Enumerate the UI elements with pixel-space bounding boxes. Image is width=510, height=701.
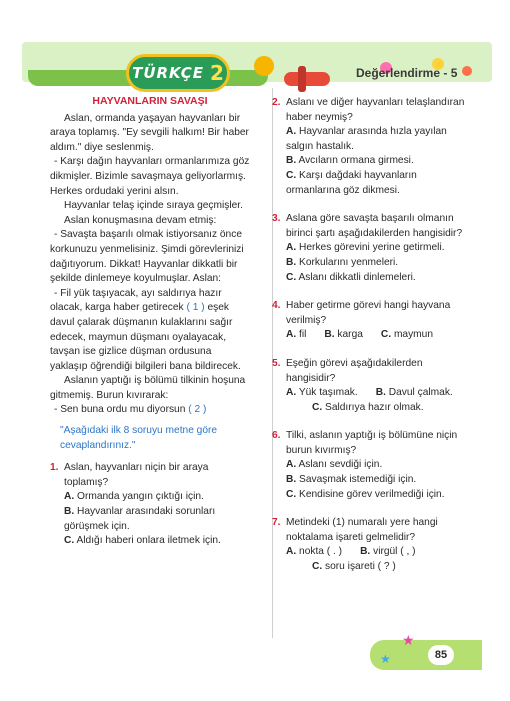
question-text: Haber getirme görevi hangi hayvana verilmiş? <box>286 300 451 326</box>
option-text: Hayvanlar arasında hızla yayılan salgın hastalık. <box>286 126 447 152</box>
subject-badge <box>126 54 230 92</box>
question-2 <box>272 96 468 125</box>
option-text: Hayvanlar arasındaki sorunları görüşmek için. <box>64 506 216 532</box>
option-label: C. <box>286 169 297 181</box>
answer-option[interactable] <box>286 154 468 169</box>
option-text: Korkularını yenmeleri. <box>299 256 399 268</box>
answer-option[interactable] <box>286 545 342 560</box>
option-label: A. <box>64 491 75 503</box>
sun-icon <box>254 56 274 76</box>
option-text: fil <box>299 329 307 341</box>
answer-option[interactable] <box>312 401 468 416</box>
option-text: Savaşmak istemediği için. <box>299 474 417 486</box>
answer-option[interactable] <box>286 241 468 256</box>
option-label: B. <box>64 506 75 518</box>
option-text: soru işareti ( ? ) <box>325 561 396 573</box>
story-paragraph <box>50 287 250 375</box>
option-label: C. <box>286 271 297 283</box>
option-text: Aslanı sevdiği için. <box>298 459 383 471</box>
option-label: C. <box>286 488 297 500</box>
question-number: 2. <box>272 97 281 108</box>
story-paragraph: Aslan konuşmasına devam etmiş: <box>64 214 217 226</box>
answer-option[interactable] <box>286 271 468 286</box>
option-label: C. <box>64 535 75 547</box>
option-text: karga <box>337 329 363 341</box>
option-label: C. <box>380 329 392 341</box>
option-label: B. <box>360 546 371 558</box>
option-label: A. <box>286 546 297 558</box>
question-text: Aslanı ve diğer hayvanları telaşlandıran haber neymiş? <box>286 97 465 123</box>
story-paragraph: Aslan, ormanda yaşayan hayvanları bir araya toplamış. "Ey sevgili halkım! Bir haber aldım." diye seslenmiş. <box>50 112 249 153</box>
option-text: maymun <box>393 329 434 341</box>
option-label: A. <box>286 329 297 341</box>
flower-icon <box>462 66 472 76</box>
answer-option[interactable] <box>64 490 250 505</box>
story-text: - Fil yük taşıyacak, ayı saldırıya hazır olacak, karga haber getirecek <box>50 287 222 314</box>
option-label: C. <box>312 401 323 413</box>
option-text: Aldığı haberi onlara iletmek için. <box>76 535 221 547</box>
inline-options <box>286 386 468 401</box>
answer-option[interactable] <box>312 560 468 575</box>
story-text: - Sen buna ordu mu diyorsun <box>54 404 189 416</box>
question-text: Metindeki (1) numaralı yere hangi noktalama işareti gelmelidir? <box>286 517 438 543</box>
answer-option[interactable] <box>286 256 468 271</box>
option-text: Davul çalmak. <box>388 387 453 399</box>
option-label: A. <box>286 459 297 471</box>
star-icon: ★ <box>380 652 391 666</box>
question-number: 1. <box>50 462 59 474</box>
question-text: Aslan, hayvanları niçin bir araya toplamış? <box>64 462 209 488</box>
answer-option[interactable] <box>286 488 468 503</box>
answer-option[interactable] <box>64 534 250 549</box>
airplane-wing-icon <box>298 66 306 92</box>
story-paragraph <box>50 403 250 418</box>
answer-option[interactable] <box>381 328 433 343</box>
question-number: 3. <box>272 213 281 225</box>
option-label: B. <box>286 474 297 486</box>
story-paragraph: Aslanın yaptığı iş bölümü tilkinin hoşuna gitmemiş. Burun kıvırarak: <box>50 375 246 401</box>
option-text: Yük taşımak. <box>298 387 358 399</box>
star-icon: ★ <box>402 632 415 648</box>
subject-name: TÜRKÇE <box>132 64 204 82</box>
option-text: Karşı dağdaki hayvanların ormanlarına göz dikmesi. <box>286 169 417 196</box>
option-text: virgül ( , ) <box>373 546 416 558</box>
option-text: nokta ( . ) <box>299 546 343 558</box>
option-label: A. <box>286 387 297 399</box>
story-title: HAYVANLARIN SAVAŞI <box>92 95 208 107</box>
answer-option[interactable] <box>376 386 453 401</box>
question-5 <box>272 357 468 386</box>
question-4 <box>272 299 468 328</box>
question-3 <box>272 212 468 241</box>
option-label: B. <box>286 155 297 167</box>
answer-option[interactable] <box>286 473 468 488</box>
blank-marker-2: ( 2 ) <box>188 404 207 416</box>
page-number: 85 <box>428 645 454 665</box>
question-1 <box>50 461 250 490</box>
option-label: B. <box>324 329 335 341</box>
answer-option[interactable] <box>64 505 250 534</box>
option-label: A. <box>286 126 297 138</box>
section-title: Değerlendirme - 5 <box>356 66 458 80</box>
question-text: Tilki, aslanın yaptığı iş bölümüne niçin burun kıvırmış? <box>286 430 458 456</box>
question-number: 5. <box>272 357 281 369</box>
inline-options <box>286 545 468 560</box>
option-text: Ormanda yangın çıktığı için. <box>77 491 204 503</box>
answer-option[interactable] <box>324 328 363 343</box>
option-label: B. <box>375 387 386 399</box>
instruction-text: "Aşağıdaki ilk 8 soruyu metne göre cevaplandırınız." <box>60 425 218 451</box>
option-text: Kendisine görev verilmediği için. <box>299 488 445 500</box>
question-number: 6. <box>272 430 281 442</box>
blank-marker-1: ( 1 ) <box>186 302 205 314</box>
left-column <box>50 94 250 549</box>
story-text: eşek davul çalarak düşmanın kulaklarını sağır edecek, maymun düşmanı oyalayacak, tavşan ise gizlice düşman ordusuna yaklaşıp öğrendiği bilgileri bana bildirecek. <box>50 302 241 372</box>
inline-options <box>286 328 468 343</box>
answer-option[interactable] <box>286 386 358 401</box>
right-column <box>272 96 468 575</box>
option-label: B. <box>286 256 297 268</box>
answer-option[interactable] <box>286 125 468 154</box>
option-label: A. <box>286 242 297 254</box>
option-text: Herkes görevini yerine getirmeli. <box>299 242 445 254</box>
question-text: Eşeğin görevi aşağıdakilerden hangisidir? <box>286 357 423 384</box>
question-6 <box>272 429 468 458</box>
answer-option[interactable] <box>286 458 468 473</box>
question-text: Aslana göre savaşta başarılı olmanın birinci şartı aşağıdakilerden hangisidir? <box>286 213 463 239</box>
story-paragraph: - Karşı dağın hayvanları ormanlarımıza göz dikmişler. Bizimle savaşmaya geliyorlarmış. Herkes ordudaki yerini alsın. <box>50 156 250 197</box>
option-label: C. <box>312 561 323 573</box>
answer-option[interactable] <box>360 545 415 560</box>
option-text: Saldırıya hazır olmak. <box>325 401 424 413</box>
answer-option[interactable] <box>286 328 306 343</box>
question-7 <box>272 516 468 545</box>
option-text: Avcıların ormana girmesi. <box>298 155 414 167</box>
story-paragraph: - Savaşta başarılı olmak istiyorsanız önce korkunuzu yenmelisiniz. Şimdi görevlerinizi dağıtıyorum. Dikkat! Hayvanlar dikkatli bir şekilde dinlemeye koyulmuşlar. Aslan: <box>50 229 244 285</box>
airplane-icon <box>284 72 330 86</box>
answer-option[interactable] <box>286 169 468 198</box>
question-number: 7. <box>272 517 281 529</box>
option-text: Aslanı dikkatli dinlemeleri. <box>298 271 416 283</box>
grade-number: 2 <box>209 61 224 85</box>
story-paragraph: Hayvanlar telaş içinde sıraya geçmişler. <box>64 200 243 212</box>
question-number: 4. <box>272 300 281 312</box>
